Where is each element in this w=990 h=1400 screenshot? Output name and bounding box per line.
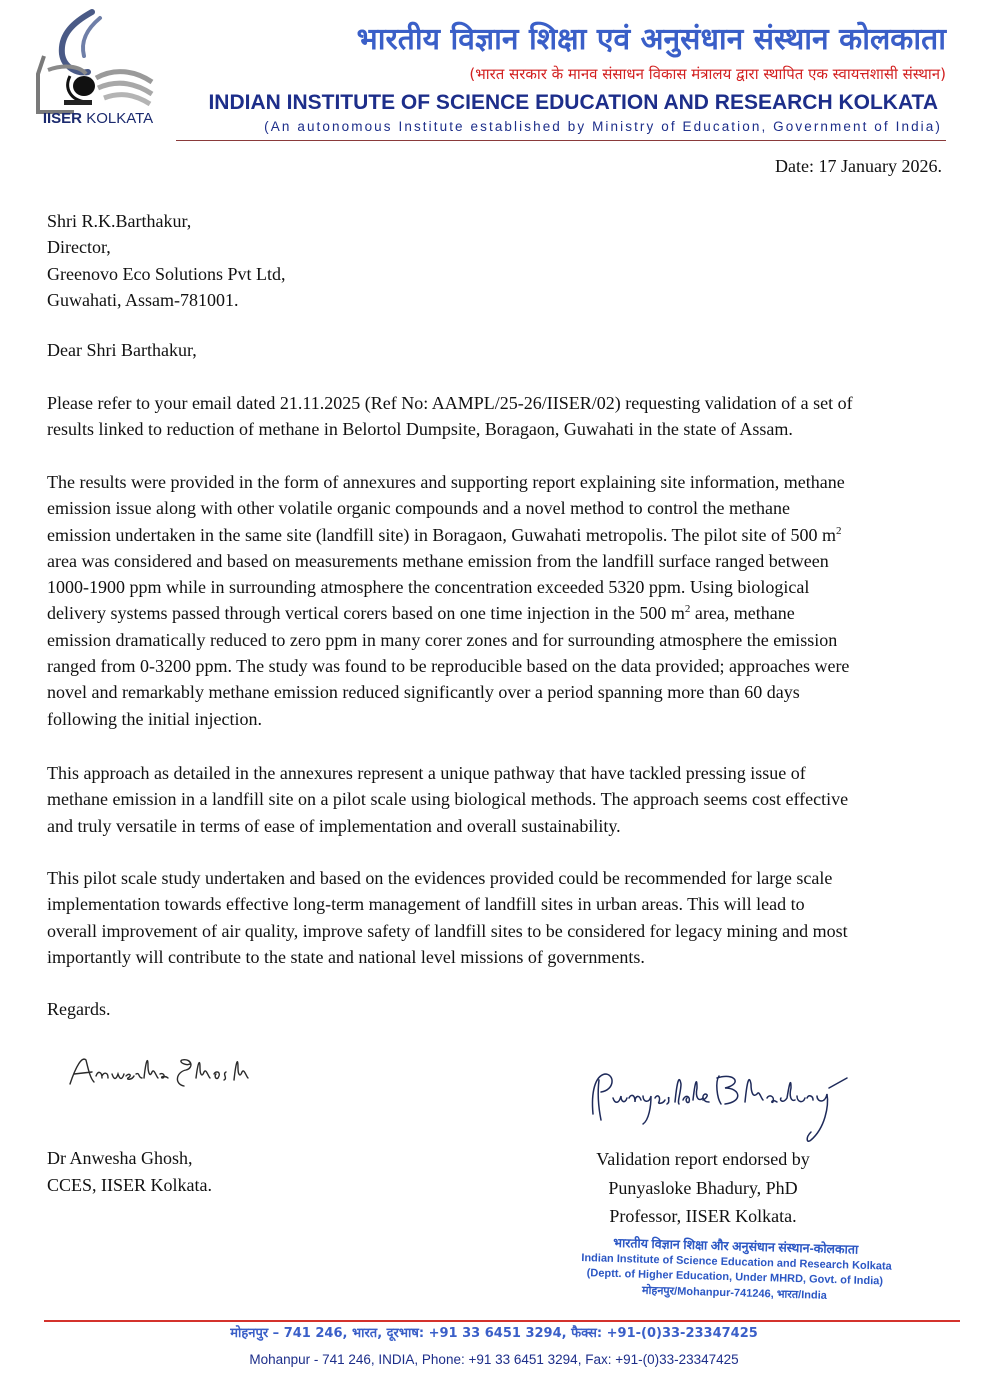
institute-stamp <box>580 1235 890 1306</box>
paragraph-3 <box>47 760 947 839</box>
closing: Regards. <box>47 999 111 1019</box>
text-line: This approach as detailed in the annexures represent a unique pathway that have tackled pressing issue of <box>47 763 806 783</box>
text-line: area was considered and based on measurements methane emission from the landfill surface ranged between <box>47 550 829 571</box>
text-line: importantly will contribute to the state and national level missions of governments. <box>47 946 645 967</box>
text-line: implementation towards effective long-term management of landfill sites in urban areas. This will lead to <box>47 894 805 915</box>
institute-title-english: INDIAN INSTITUTE OF SCIENCE EDUCATION AND RESEARCH KOLKATA <box>208 91 938 114</box>
footer-address-hindi: मोहनपुर – 741 246, भारत, दूरभाष: +91 33 6451 3294, फैक्स: +91-(0)33-23347425 <box>230 1326 758 1341</box>
stamp-line: मोहनपुर/Mohanpur-741246, भारत/India <box>641 1284 828 1302</box>
text-line: novel and remarkably methane emission reduced significantly over a period spanning more than 60 days <box>47 682 800 703</box>
signatory-name: Punyasloke Bhadury, PhD <box>608 1177 798 1198</box>
text-line: results linked to reduction of methane in Belortol Dumpsite, Boragaon, Guwahati in the state of Assam. <box>47 419 793 440</box>
signatory-left <box>47 1145 212 1199</box>
signatory-right <box>560 1145 846 1231</box>
text-line: Please refer to your email dated 21.11.2025 (Ref No: AAMPL/25-26/IISER/02) requesting validation of a set of <box>47 393 853 413</box>
salutation: Dear Shri Barthakur, <box>47 340 197 360</box>
endorsement-line: Validation report endorsed by <box>596 1149 810 1169</box>
text-line: overall improvement of air quality, improve safety of landfill sites to be considered for legacy mining and most <box>47 920 848 941</box>
recipient-line: Director, <box>47 237 111 258</box>
paragraph-4 <box>47 865 947 970</box>
text-segment: delivery systems passed through vertical corers based on one time injection in the 500 m <box>47 603 685 624</box>
signatory-name: Dr Anwesha Ghosh, <box>47 1148 193 1168</box>
superscript: 2 <box>836 524 842 537</box>
text-line: ranged from 0-3200 ppm. The study was found to be reproducible based on the data provided; approaches were <box>47 656 850 677</box>
signature-punyasloke-bhadury <box>585 1062 855 1150</box>
recipient-line: Shri R.K.Barthakur, <box>47 211 192 231</box>
text-line: emission issue along with other volatile organic compounds and a novel method to control the methane <box>47 498 791 519</box>
text-segment: emission undertaken in the same site (landfill site) in Boragaon, Guwahati metropolis. The pilot site of 500 m <box>47 524 837 545</box>
stamp-line: Indian Institute of Science Education and Research Kolkata <box>581 1251 892 1273</box>
text-line: 1000-1900 ppm while in surrounding atmosphere the concentration exceeded 5320 ppm. Using biological <box>47 577 810 598</box>
text-line: and truly versatile in terms of ease of implementation and overall sustainability. <box>47 815 621 836</box>
logo-wordmark: IISER KOLKATA <box>42 110 154 127</box>
text-line: emission dramatically reduced to zero ppm in many corer zones and for surrounding atmosphere the emission <box>47 629 838 650</box>
stamp-line: भारतीय विज्ञान शिक्षा और अनुसंधान संस्थान-कोलकाता <box>613 1235 859 1257</box>
institute-subtitle-english: (An autonomous Institute established by Ministry of Education, Government of India) <box>264 119 942 134</box>
recipient-line: Greenovo Eco Solutions Pvt Ltd, <box>47 263 286 284</box>
signatory-affiliation: CCES, IISER Kolkata. <box>47 1175 212 1195</box>
recipient-address <box>47 208 547 313</box>
signatory-title: Professor, IISER Kolkata. <box>609 1206 797 1226</box>
institute-title-hindi: भारतीय विज्ञान शिक्षा एवं अनुसंधान संस्थान कोलकाता <box>356 22 946 57</box>
text-segment: area, methane <box>690 603 795 624</box>
paragraph-1 <box>47 390 947 443</box>
header-divider <box>176 140 946 141</box>
text-line <box>47 600 947 626</box>
stamp-line: (Deptt. of Higher Education, Under MHRD, Govt. of India) <box>586 1267 884 1288</box>
recipient-line: Guwahati, Assam-781001. <box>47 289 239 310</box>
footer-address-english: Mohanpur - 741 246, INDIA, Phone: +91 33 6451 3294, Fax: +91-(0)33-23347425 <box>249 1352 739 1367</box>
text-line: following the initial injection. <box>47 708 262 729</box>
footer-divider <box>44 1320 960 1322</box>
letter-date: Date: 17 January 2026. <box>775 156 942 176</box>
signature-anwesha-ghosh <box>64 1046 254 1096</box>
text-line: The results were provided in the form of annexures and supporting report explaining site information, methane <box>47 472 845 492</box>
institute-subtitle-hindi: (भारत सरकार के मानव संसाधन विकास मंत्रालय द्वारा स्थापित एक स्वायत्तशासी संस्थान) <box>469 65 946 83</box>
iiser-logo <box>34 8 162 130</box>
text-line <box>47 522 947 548</box>
text-line: This pilot scale study undertaken and based on the evidences provided could be recommended for large scale <box>47 868 833 888</box>
paragraph-2 <box>47 469 947 732</box>
text-line: methane emission in a landfill site on a pilot scale using biological methods. The approach seems cost effective <box>47 789 849 810</box>
superscript: 2 <box>684 603 691 616</box>
